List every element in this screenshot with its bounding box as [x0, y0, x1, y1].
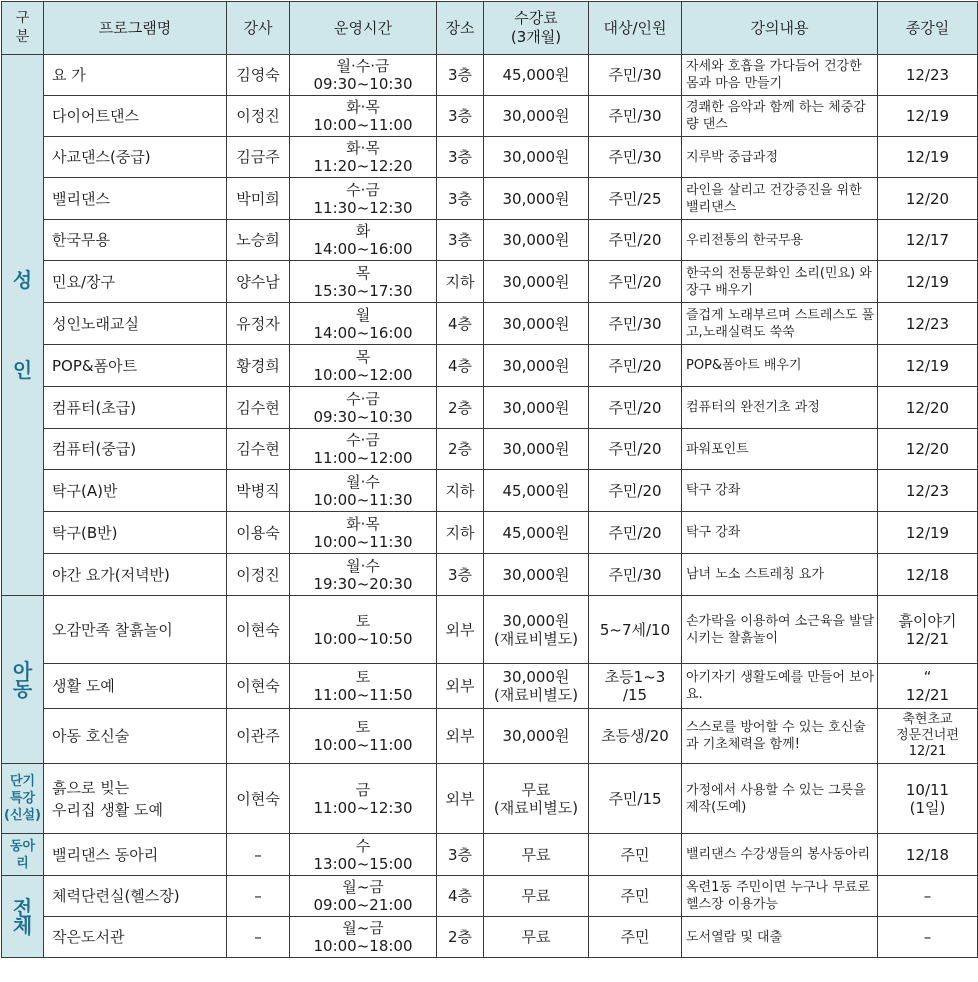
- target: 주민/20: [589, 470, 682, 512]
- instructor: 박병직: [227, 470, 290, 512]
- target: 주민/20: [589, 387, 682, 429]
- target: 5~7세/10: [589, 596, 682, 664]
- table-row: [2, 137, 978, 178]
- end-date: 12/19: [878, 345, 978, 387]
- fee-line: 30,000원: [502, 668, 570, 686]
- hours-line: 수·금: [346, 389, 380, 408]
- place: 지하: [437, 261, 484, 303]
- fee: [484, 387, 589, 429]
- hours: [290, 764, 437, 834]
- fee: [484, 303, 589, 345]
- fee: [484, 178, 589, 220]
- header-target: 대상/인원: [589, 2, 682, 55]
- hours: [290, 303, 437, 345]
- program-name: 요 가: [44, 55, 227, 96]
- program-name: 한국무용: [44, 220, 227, 261]
- hours-line: 월·수: [346, 556, 380, 575]
- program-name: 컴퓨터(중급): [44, 429, 227, 470]
- table-row: [2, 345, 978, 387]
- end-date: 12/20: [878, 387, 978, 429]
- program-name: 아동 호신술: [44, 709, 227, 764]
- content: 밸리댄스 수강생들의 봉사동아리: [682, 834, 878, 876]
- target: 초등1~3 /15: [589, 664, 682, 709]
- instructor: –: [227, 917, 290, 958]
- hours: [290, 834, 437, 876]
- place: 4층: [437, 303, 484, 345]
- hours-line: 월·수·금: [336, 57, 390, 75]
- hours: [290, 137, 437, 178]
- hours: [290, 917, 437, 958]
- hours-line: 13:00~15:00: [313, 854, 413, 873]
- fee: [484, 137, 589, 178]
- table-row: [2, 429, 978, 470]
- end-date: 12/19: [878, 512, 978, 554]
- fee: [484, 55, 589, 96]
- header-instructor: 강사: [227, 2, 290, 55]
- fee: [484, 834, 589, 876]
- table-row: [2, 261, 978, 303]
- hours-line: 11:00~12:30: [313, 798, 413, 817]
- target: 주민/15: [589, 764, 682, 834]
- content: 탁구 강좌: [682, 470, 878, 512]
- fee-line: 30,000원: [502, 314, 570, 333]
- table-row: [2, 917, 978, 958]
- table-row: [2, 876, 978, 917]
- fee: [484, 709, 589, 764]
- header-end: 종강일: [878, 2, 978, 55]
- hours: [290, 596, 437, 664]
- instructor: 이용숙: [227, 512, 290, 554]
- place: 2층: [437, 387, 484, 429]
- fee-line: 30,000원: [502, 356, 570, 375]
- end-date: 12/23: [878, 303, 978, 345]
- place: 4층: [437, 345, 484, 387]
- fee-line: 30,000원: [502, 398, 570, 417]
- fee-line: (재료비별도): [493, 798, 579, 817]
- fee-line: 45,000원: [502, 523, 570, 542]
- end-date: 12/18: [878, 554, 978, 596]
- header-place: 장소: [437, 2, 484, 55]
- category-all: 전 체: [2, 876, 44, 958]
- target: 주민: [589, 917, 682, 958]
- table-row: [2, 664, 978, 709]
- hours-line: 11:00~11:50: [313, 686, 413, 704]
- place: 3층: [437, 96, 484, 137]
- hours: [290, 429, 437, 470]
- hours: [290, 709, 437, 764]
- hours: [290, 220, 437, 261]
- program-name: 생활 도예: [44, 664, 227, 709]
- program-name: 민요/장구: [44, 261, 227, 303]
- hours: [290, 178, 437, 220]
- target: 주민/20: [589, 345, 682, 387]
- content: 남녀 노소 스트레칭 요가: [682, 554, 878, 596]
- fee-line: 30,000원: [502, 565, 570, 584]
- table-body: [2, 55, 978, 958]
- fee: [484, 429, 589, 470]
- place: 3층: [437, 55, 484, 96]
- place: 3층: [437, 220, 484, 261]
- end-date: 12/19: [878, 261, 978, 303]
- target: 주민: [589, 876, 682, 917]
- end-date: 12/19: [878, 96, 978, 137]
- place: 외부: [437, 709, 484, 764]
- fee-line: 무료: [521, 845, 551, 864]
- end-date: –: [878, 876, 978, 917]
- table-row: [2, 470, 978, 512]
- end-date: 12/17: [878, 220, 978, 261]
- target: 초등생/20: [589, 709, 682, 764]
- hours-line: 10:00~11:30: [313, 532, 413, 551]
- header-category: 구 분: [2, 2, 44, 55]
- fee-line: 30,000원: [502, 189, 570, 208]
- instructor: –: [227, 834, 290, 876]
- instructor: 김금주: [227, 137, 290, 178]
- fee-line: 무료: [521, 780, 551, 799]
- target: 주민/20: [589, 220, 682, 261]
- instructor: 유정자: [227, 303, 290, 345]
- fee: [484, 764, 589, 834]
- place: 외부: [437, 764, 484, 834]
- header-fee-line2: (3개월): [510, 28, 562, 46]
- hours-line: 10:00~11:30: [313, 490, 413, 509]
- hours-line: 11:30~12:30: [313, 198, 413, 217]
- content: POP&폼아트 배우기: [682, 345, 878, 387]
- instructor: 이현숙: [227, 596, 290, 664]
- end-date: “ 12/21: [878, 664, 978, 709]
- instructor: 김수현: [227, 387, 290, 429]
- fee: [484, 470, 589, 512]
- instructor: 이관주: [227, 709, 290, 764]
- target: 주민: [589, 834, 682, 876]
- content: 우리전통의 한국무용: [682, 220, 878, 261]
- hours-line: 11:00~12:00: [313, 449, 413, 467]
- target: 주민/20: [589, 512, 682, 554]
- fee: [484, 876, 589, 917]
- hours-line: 15:30~17:30: [313, 281, 413, 300]
- hours-line: 11:20~12:20: [313, 157, 413, 175]
- fee: [484, 554, 589, 596]
- target: 주민/30: [589, 554, 682, 596]
- category-child: 아 동: [2, 596, 44, 764]
- content: 손가락을 이용하여 소근육을 발달시키는 찰흙놀이: [682, 596, 878, 664]
- place: 3층: [437, 834, 484, 876]
- hours-line: 14:00~16:00: [313, 240, 413, 258]
- fee-line: 30,000원: [502, 231, 570, 249]
- program-name: 밸리댄스 동아리: [44, 834, 227, 876]
- table-row: [2, 709, 978, 764]
- fee-line: (재료비별도): [493, 686, 579, 704]
- program-name: 탁구(A)반: [44, 470, 227, 512]
- hours: [290, 387, 437, 429]
- hours: [290, 664, 437, 709]
- end-date: 흙이야기 12/21: [878, 596, 978, 664]
- table-row: [2, 55, 978, 96]
- hours-line: 토: [355, 611, 371, 630]
- table-row: [2, 303, 978, 345]
- hours-line: 목: [355, 347, 371, 366]
- table-row: [2, 512, 978, 554]
- fee-line: 무료: [521, 928, 551, 946]
- instructor: 김수현: [227, 429, 290, 470]
- place: 외부: [437, 664, 484, 709]
- table-row: [2, 596, 978, 664]
- program-name: 탁구(B반): [44, 512, 227, 554]
- hours-line: 수·금: [346, 431, 380, 449]
- instructor: 박미희: [227, 178, 290, 220]
- target: 주민/30: [589, 303, 682, 345]
- program-name: 사교댄스(중급): [44, 137, 227, 178]
- fee: [484, 664, 589, 709]
- hours-line: 19:30~20:30: [313, 574, 413, 593]
- program-name: 다이어트댄스: [44, 96, 227, 137]
- fee: [484, 220, 589, 261]
- hours-line: 월~금: [342, 878, 384, 896]
- fee-line: 30,000원: [502, 611, 570, 630]
- place: 지하: [437, 470, 484, 512]
- hours-line: 10:00~12:00: [313, 365, 413, 384]
- program-name: 작은도서관: [44, 917, 227, 958]
- hours-line: 월~금: [342, 919, 384, 937]
- place: 외부: [437, 596, 484, 664]
- content: 아기자기 생활도예를 만들어 보아요.: [682, 664, 878, 709]
- hours: [290, 512, 437, 554]
- end-date: 12/20: [878, 429, 978, 470]
- hours: [290, 345, 437, 387]
- target: 주민/30: [589, 55, 682, 96]
- end-date: 12/20: [878, 178, 978, 220]
- place: 지하: [437, 512, 484, 554]
- table-row: [2, 834, 978, 876]
- hours: [290, 876, 437, 917]
- hours-line: 14:00~16:00: [313, 323, 413, 342]
- target: 주민/25: [589, 178, 682, 220]
- instructor: 양수남: [227, 261, 290, 303]
- content: 컴퓨터의 완전기초 과정: [682, 387, 878, 429]
- hours-line: 목: [355, 263, 371, 282]
- fee: [484, 261, 589, 303]
- instructor: 김영숙: [227, 55, 290, 96]
- instructor: 이현숙: [227, 664, 290, 709]
- header-hours: 운영시간: [290, 2, 437, 55]
- fee-line: 30,000원: [502, 727, 570, 745]
- fee-line: 45,000원: [502, 481, 570, 500]
- program-name: 컴퓨터(초급): [44, 387, 227, 429]
- instructor: 노승희: [227, 220, 290, 261]
- program-schedule-table: [1, 1, 978, 958]
- hours-line: 수: [355, 836, 371, 855]
- fee-line: 30,000원: [502, 107, 570, 125]
- hours-line: 수·금: [346, 180, 380, 199]
- end-date: 12/18: [878, 834, 978, 876]
- place: 3층: [437, 137, 484, 178]
- hours-line: 10:00~11:00: [313, 736, 413, 754]
- place: 2층: [437, 917, 484, 958]
- hours: [290, 470, 437, 512]
- table-row: [2, 387, 978, 429]
- hours-line: 금: [355, 780, 371, 799]
- target: 주민/30: [589, 96, 682, 137]
- hours: [290, 261, 437, 303]
- content: 지루박 중급과정: [682, 137, 878, 178]
- hours-line: 화·목: [346, 514, 380, 533]
- content: 한국의 전통문화인 소리(민요) 와 장구 배우기: [682, 261, 878, 303]
- header-program: 프로그램명: [44, 2, 227, 55]
- hours-line: 10:00~11:00: [313, 116, 413, 134]
- instructor: 이정진: [227, 96, 290, 137]
- header-fee: [484, 2, 589, 55]
- target: 주민/20: [589, 429, 682, 470]
- content: 옥련1동 주민이면 누구나 무료로 헬스장 이용가능: [682, 876, 878, 917]
- target: 주민/30: [589, 137, 682, 178]
- program-name: 성인노래교실: [44, 303, 227, 345]
- hours-line: 10:00~10:50: [313, 629, 413, 648]
- place: 3층: [437, 554, 484, 596]
- fee-line: 무료: [521, 887, 551, 905]
- hours: [290, 96, 437, 137]
- content: 즐겁게 노래부르며 스트레스도 풀고,노래실력도 쑥쑥: [682, 303, 878, 345]
- fee-line: 30,000원: [502, 272, 570, 291]
- fee: [484, 512, 589, 554]
- hours-line: 화: [355, 222, 371, 240]
- hours-line: 10:00~18:00: [313, 937, 413, 955]
- hours: [290, 554, 437, 596]
- program-name: 체력단련실(헬스장): [44, 876, 227, 917]
- header-content: 강의내용: [682, 2, 878, 55]
- fee: [484, 96, 589, 137]
- category-club: 동아 리: [2, 834, 44, 876]
- hours-line: 토: [355, 668, 371, 686]
- program-name: 흙으로 빚는 우리집 생활 도예: [44, 764, 227, 834]
- table-row: [2, 220, 978, 261]
- hours-line: 09:30~10:30: [313, 407, 413, 426]
- end-date: 10/11 (1일): [878, 764, 978, 834]
- end-date: 12/19: [878, 137, 978, 178]
- hours-line: 월·수: [346, 472, 380, 491]
- category-special: 단기 특강 (신설): [2, 764, 44, 834]
- end-date: 12/23: [878, 470, 978, 512]
- place: 3층: [437, 178, 484, 220]
- instructor: –: [227, 876, 290, 917]
- place: 2층: [437, 429, 484, 470]
- target: 주민/20: [589, 261, 682, 303]
- hours-line: 토: [355, 718, 371, 736]
- content: 경쾌한 음악과 함께 하는 체중감량 댄스: [682, 96, 878, 137]
- table-row: [2, 554, 978, 596]
- content: 스스로를 방어할 수 있는 호신술과 기초체력을 함께!: [682, 709, 878, 764]
- content: 자세와 호흡을 가다듬어 건강한 몸과 마음 만들기: [682, 55, 878, 96]
- table-row: [2, 178, 978, 220]
- fee-line: 30,000원: [502, 148, 570, 166]
- content: 도서열람 및 대출: [682, 917, 878, 958]
- hours-line: 월: [355, 305, 371, 324]
- fee: [484, 917, 589, 958]
- hours: [290, 55, 437, 96]
- hours-line: 화·목: [346, 98, 380, 116]
- hours-line: 화·목: [346, 139, 380, 157]
- hours-line: 09:00~21:00: [313, 896, 413, 914]
- end-date: 12/23: [878, 55, 978, 96]
- program-name: 오감만족 찰흙놀이: [44, 596, 227, 664]
- program-name: 야간 요가(저녁반): [44, 554, 227, 596]
- program-name: 밸리댄스: [44, 178, 227, 220]
- fee-line: 30,000원: [502, 440, 570, 458]
- end-date: 축현초교 정문건너편 12/21: [878, 709, 978, 764]
- fee-line: 45,000원: [502, 66, 570, 84]
- content: 탁구 강좌: [682, 512, 878, 554]
- content: 파워포인트: [682, 429, 878, 470]
- header-row: [2, 2, 978, 55]
- end-date: –: [878, 917, 978, 958]
- fee: [484, 596, 589, 664]
- instructor: 이현숙: [227, 764, 290, 834]
- header-fee-line1: 수강료: [514, 9, 558, 27]
- instructor: 황경희: [227, 345, 290, 387]
- category-adult: 성 인: [2, 55, 44, 596]
- table-row: [2, 96, 978, 137]
- instructor: 이정진: [227, 554, 290, 596]
- content: 가정에서 사용할 수 있는 그릇을 제작(도예): [682, 764, 878, 834]
- place: 4층: [437, 876, 484, 917]
- table-row: [2, 764, 978, 834]
- hours-line: 09:30~10:30: [313, 75, 413, 93]
- fee: [484, 345, 589, 387]
- fee-line: (재료비별도): [493, 629, 579, 648]
- content: 라인을 살리고 건강증진을 위한 밸리댄스: [682, 178, 878, 220]
- program-name: POP&폼아트: [44, 345, 227, 387]
